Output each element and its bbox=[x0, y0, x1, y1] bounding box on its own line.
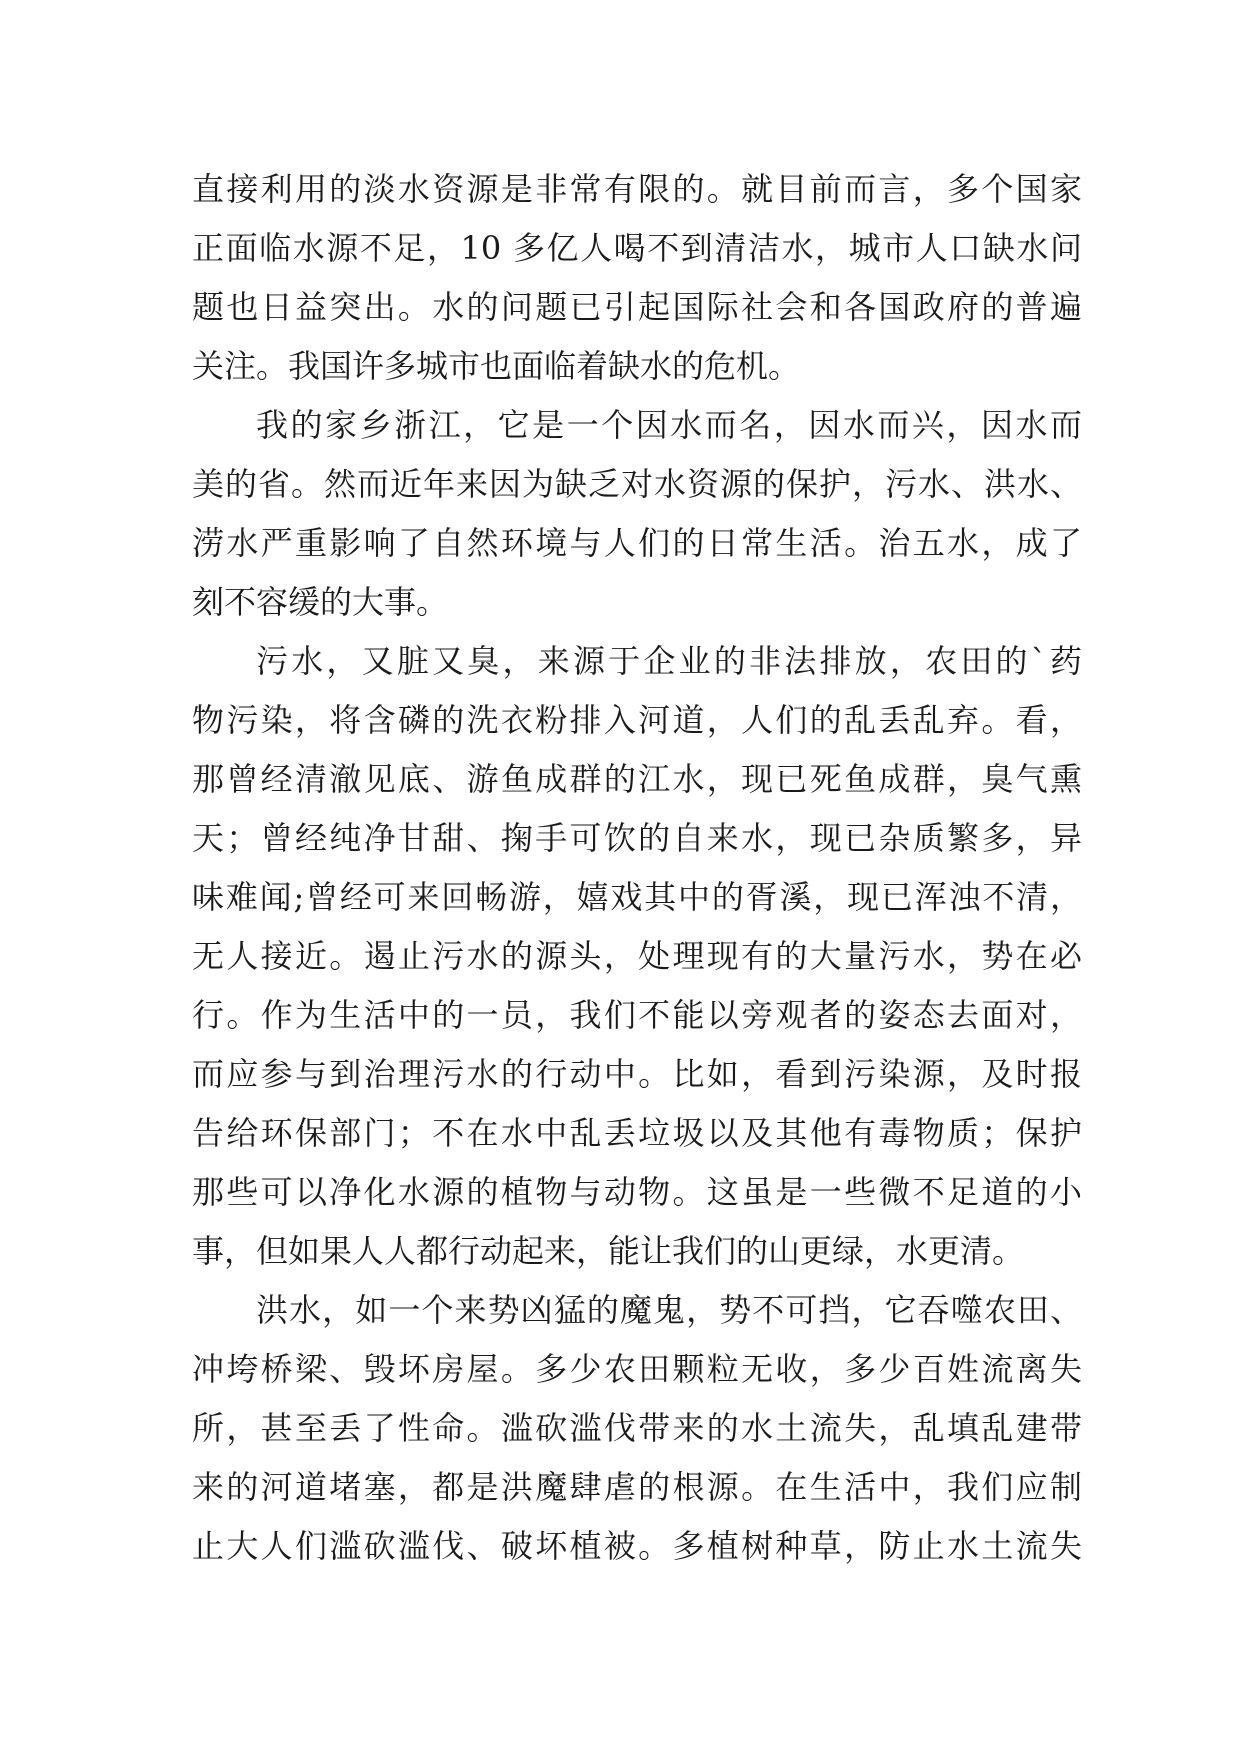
paragraph-first-line: 污水，又脏又臭，来源于企业的非法排放，农田的`药 bbox=[256, 642, 1082, 680]
text-line: 正面临水源不足，10 多亿人喝不到清洁水，城市人口缺水问 bbox=[192, 229, 1082, 267]
text-line: 那曾经清澈见底、游鱼成群的江水，现已死鱼成群，臭气熏 bbox=[192, 760, 1082, 798]
text-line: 所，甚至丢了性命。滥砍滥伐带来的水土流失，乱填乱建带 bbox=[192, 1409, 1082, 1447]
text-line: 直接利用的淡水资源是非常有限的。就目前而言，多个国家 bbox=[192, 170, 1082, 208]
text-line: 物污染，将含磷的洗衣粉排入河道，人们的乱丢乱弃。看， bbox=[192, 701, 1082, 739]
text-line: 行。作为生活中的一员，我们不能以旁观者的姿态去面对， bbox=[192, 996, 1082, 1034]
text-line: 告给环保部门；不在水中乱丢垃圾以及其他有毒物质；保护 bbox=[192, 1114, 1082, 1152]
text-line: 止大人们滥砍滥伐、破坏植被。多植树种草，防止水土流失 bbox=[192, 1527, 1082, 1565]
text-line: 味难闻;曾经可来回畅游，嬉戏其中的胥溪，现已浑浊不清， bbox=[192, 878, 1082, 916]
text-line: 无人接近。遏止污水的源头，处理现有的大量污水，势在必 bbox=[192, 937, 1082, 975]
text-line: 那些可以净化水源的植物与动物。这虽是一些微不足道的小 bbox=[192, 1173, 1082, 1211]
paragraph-first-line: 洪水，如一个来势凶猛的魔鬼，势不可挡，它吞噬农田、 bbox=[256, 1291, 1082, 1329]
text-line: 而应参与到治理污水的行动中。比如，看到污染源，及时报 bbox=[192, 1055, 1082, 1093]
text-line: 来的河道堵塞，都是洪魔肆虐的根源。在生活中，我们应制 bbox=[192, 1468, 1082, 1506]
text-line: 刻不容缓的大事。 bbox=[192, 583, 449, 621]
text-line: 关注。我国许多城市也面临着缺水的危机。 bbox=[192, 347, 801, 385]
text-line: 事，但如果人人都行动起来，能让我们的山更绿，水更清。 bbox=[192, 1232, 1025, 1270]
text-line: 题也日益突出。水的问题已引起国际社会和各国政府的普遍 bbox=[192, 288, 1082, 326]
text-line: 美的省。然而近年来因为缺乏对水资源的保护，污水、洪水、 bbox=[192, 465, 1082, 503]
text-line: 冲垮桥梁、毁坏房屋。多少农田颗粒无收，多少百姓流离失 bbox=[192, 1350, 1082, 1388]
paragraph-first-line: 我的家乡浙江，它是一个因水而名，因水而兴，因水而 bbox=[256, 406, 1082, 444]
text-line: 涝水严重影响了自然环境与人们的日常生活。治五水，成了 bbox=[192, 524, 1082, 562]
document-body-text bbox=[192, 160, 1082, 1576]
text-line: 天；曾经纯净甘甜、掬手可饮的自来水，现已杂质繁多，异 bbox=[192, 819, 1082, 857]
